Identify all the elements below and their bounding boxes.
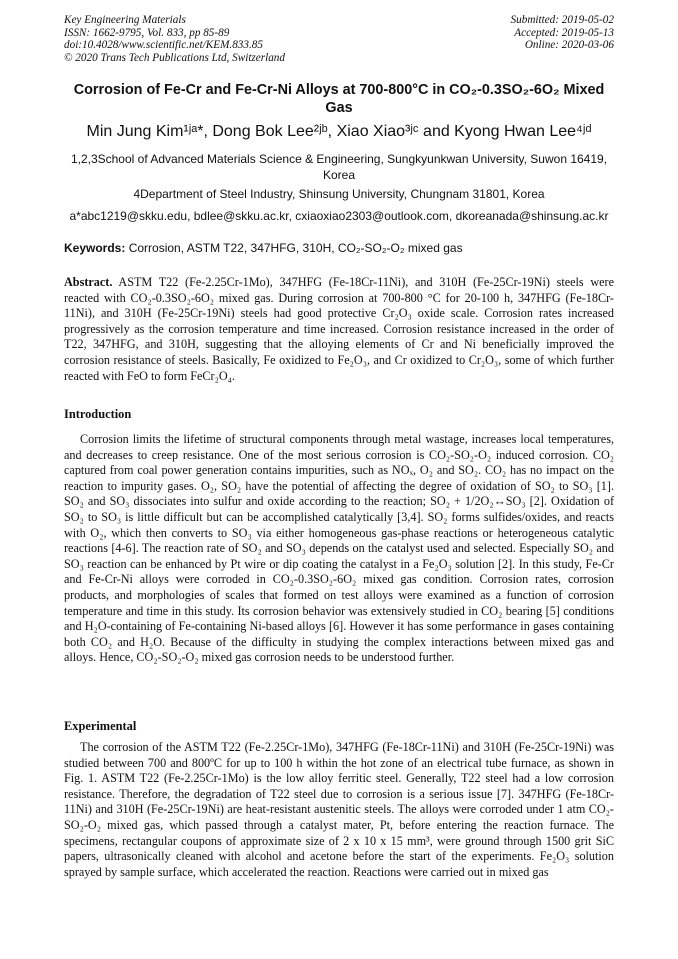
- author-list: Min Jung Kim¹ʲᵃ*, Dong Bok Lee²ʲᵇ, Xiao Xiao³ʲᶜ and Kyong Hwan Lee⁴ʲᵈ: [86, 123, 592, 140]
- keywords-text: Corrosion, ASTM T22, 347HFG, 310H, CO₂-SO₂-O₂ mixed gas: [128, 241, 463, 255]
- abstract-text: ASTM T22 (Fe-2.25Cr-1Mo), 347HFG (Fe-18Cr-11Ni), and 310H (Fe-25Cr-19Ni) steels were reacted with CO₂-0.3SO₂-6O₂ mixed gas. During corrosion at 700-800 °C for 20-100 h, 347HFG (Fe-18Cr-11Ni), and 310H (Fe-25Cr-19Ni) steels had good protective Cr₂O₃ oxide scale. Corrosion rates increased progressively as the corrosion temperature and time increased. Corrosion resistance increased in the order of T22, 347HFG, and 310H, suggesting that the alloying elements of Cr and Ni beneficially improved the corrosion resistance of steels. Basically, Fe oxidized to Fe₂O₃, and Cr oxidized to Cr₂O₃, some of which further reacted with FeO to form FeCr₂O₄.: [64, 275, 614, 383]
- introduction-body: Corrosion limits the lifetime of structural components through metal wastage, increases local temperatures, and decreases to creep resistance. One of the most serious corrosion is CO₂-SO₂-O₂ induced corrosion. CO₂ captured from coal power generation contains impurities, such as NOₓ, O₂ and SO₂. CO₂ has no impact on the reaction to impurity gases. O₂, SO₂ have the potential of affecting the degree of oxidation of SO₂ to SO₃ [1]. SO₂ and SO₃ dissociates into sulfur and oxide according to the reaction; SO₂ + 1/2O₂↔SO₃ [2]. Oxidation of SO₂ to SO₃ is little difficult but can be accomplished catalytically [3,4]. SO₂ forms sulfides/oxides, and reacts with O₂, which then converts to SO₃ via either homogeneous gas-phase reactions or heterogeneous catalytic reactions [4-6]. The reaction rate of SO₂ and SO₃ depends on the catalyst used and selected. Especially SO₂ and SO₃ reaction can be enhanced by Pt wire or dip coating the catalyst in a Fe₂O₃ solution [2]. In this study, Fe-Cr and Fe-Cr-Ni alloys were corroded in CO₂-0.3SO₂-6O₂ mixed gas condition. Corrosion rates, corrosion products, and morphologies of scales that formed on test alloys were examined as a function of corrosion temperature and time in this study. Its corrosion behavior was extensively studied in CO₂ bearing [5] conditions and H₂O-containing of Fe-containing Ni-based alloys [6]. However it has some performance in gases containing both CO₂ and H₂O. Because of the difficulty in studying the complex interactions between mixed gas and alloys. Hence, CO₂-SO₂-O₂ mixed gas corrosion needs to be understood further.: [64, 432, 614, 665]
- author-emails: a*abc1219@skku.edu, bdlee@skku.ac.kr, cxiaoxiao2303@outlook.com, dkoreanada@shinsung.ac.kr: [69, 209, 609, 223]
- affiliation-2: 4Department of Steel Industry, Shinsung University, Chungnam 31801, Korea: [133, 187, 545, 201]
- accepted-date: Accepted: 2019-05-13: [514, 26, 614, 39]
- introduction-heading: Introduction: [64, 407, 132, 421]
- submitted-date: Submitted: 2019-05-02: [510, 14, 614, 26]
- dates-header: [511, 14, 614, 52]
- journal-name: Key Engineering Materials: [64, 14, 186, 26]
- copyright-line: © 2020 Trans Tech Publications Ltd, Switzerland: [64, 51, 285, 64]
- affiliation-1: 1,2,3School of Advanced Materials Science & Engineering, Sungkyunkwan University, Suwon 16419, Korea: [70, 152, 608, 182]
- issn-line: ISSN: 1662-9795, Vol. 833, pp 85-89: [64, 26, 230, 39]
- online-date: Online: 2020-03-06: [524, 39, 614, 52]
- keywords-line: [64, 240, 614, 256]
- doi-line: doi:10.4028/www.scientific.net/KEM.833.85: [64, 39, 263, 52]
- experimental-heading: Experimental: [64, 719, 137, 733]
- experimental-body: The corrosion of the ASTM T22 (Fe-2.25Cr-1Mo), 347HFG (Fe-18Cr-11Ni) and 310H (Fe-25Cr-19Ni) was studied between 700 and 800ºC for up to 100 h within the hot zone of an electrical tube furnace, as shown in Fig. 1. ASTM T22 (Fe-2.25Cr-1Mo) is the low alloy ferritic steel. Generally, T22 steel had a low corrosion resistance. Therefore, the degradation of T22 steel due to corrosion is a serious issue [7]. 347HFG (Fe-18Cr-11Ni) and 310H (Fe-25Cr-19Ni) are heat-resistant austenitic steels. The alloys were corroded under 1 atm CO₂-SO₂-O₂ mixed gas, which passed through a catalyst mater, Pt, before entering the reaction furnace. The specimens, rectangular coupons of approximate size of 2 x 10 x 15 mm³, were ground through 1500 grit SiC papers, ultrasonically cleaned with alcohol and acetone before the start of the experiments. Fe₂O₃ solution sprayed by sample surface, which accelerated the reaction. Reactions were carried out in mixed gas: [64, 740, 614, 879]
- paper-title: Corrosion of Fe-Cr and Fe-Cr-Ni Alloys at 700-800°C in CO₂-0.3SO₂-6O₂ Mixed Gas: [73, 82, 605, 116]
- keywords-label: Keywords:: [64, 241, 126, 255]
- journal-header: [64, 14, 285, 64]
- abstract-label: Abstract.: [64, 275, 113, 289]
- abstract: [64, 275, 614, 384]
